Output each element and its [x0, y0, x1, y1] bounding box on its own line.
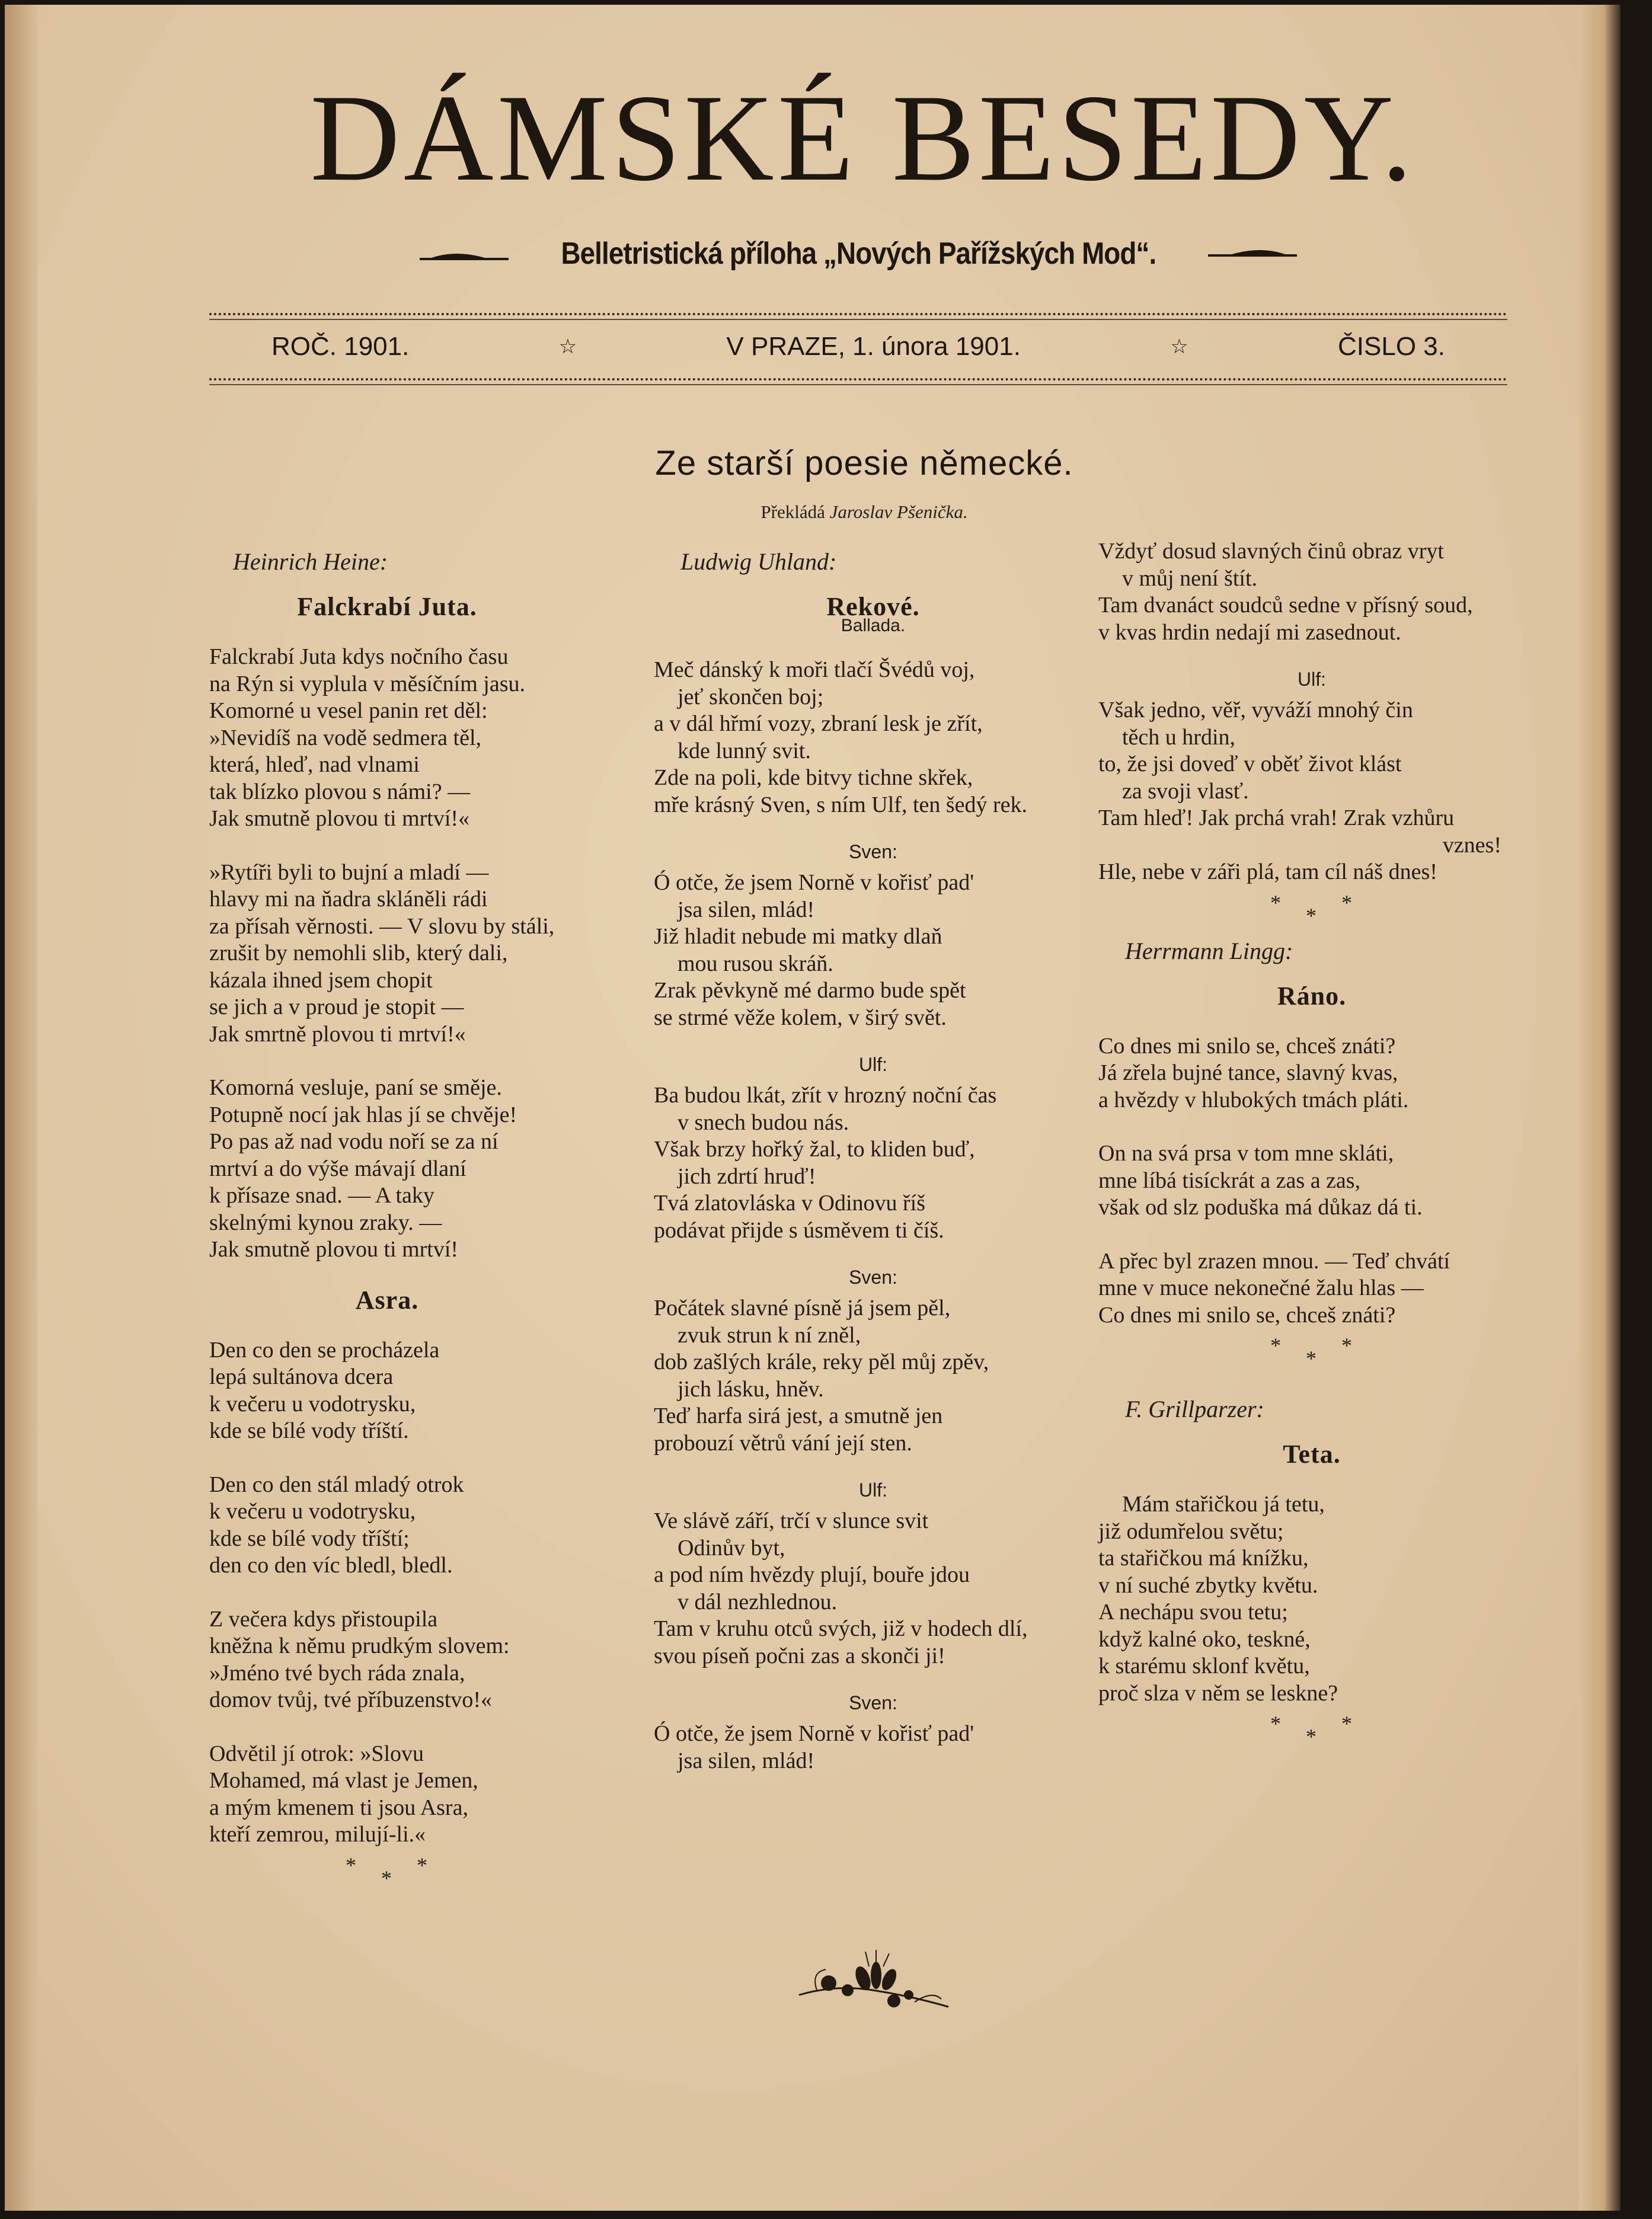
- poem-falckrabi-juta: [209, 644, 565, 1264]
- poem-line: mne v muce nekonečné žalu hlas —: [1098, 1275, 1424, 1300]
- masthead-title: DÁMSKÉ BESEDY.: [310, 69, 1416, 207]
- author-uhland: Ludwig Uhland:: [680, 548, 837, 575]
- author-lingg: Herrmann Lingg:: [1125, 937, 1293, 964]
- poem-line: v můj není štít.: [1122, 565, 1257, 591]
- poem-line: Meč dánský k moři tlačí Švédů voj,: [654, 657, 975, 682]
- poem-line: Tam hleď! Jak prchá vrah! Zrak vzhůru: [1098, 805, 1455, 830]
- translator-credit: [597, 501, 1131, 523]
- poem-line: Již hladit nebude mi matky dlaň: [654, 924, 942, 949]
- poem-line: dob zašlých krále, reky pěl můj zpěv,: [654, 1350, 989, 1374]
- poem-line: Potupně nocí jak hlas jí se chvěje!: [209, 1102, 517, 1127]
- column-middle: [654, 538, 1092, 1790]
- poem-line: proč slza v něm se leskne?: [1098, 1680, 1338, 1706]
- poem-line: Teď harfa sirá jest, a smutně jen: [654, 1403, 943, 1428]
- asterism-divider: * * *: [1270, 1334, 1352, 1370]
- poem-line: Odvětil jí otrok: »Slovu: [209, 1741, 424, 1766]
- poem-line: kde lunný svit.: [678, 738, 811, 763]
- speaker-label: Sven:: [849, 1692, 897, 1713]
- poem-title-rano: Ráno.: [1277, 981, 1347, 1011]
- poem-line: Ba budou lkát, zřít v hrozný noční čas: [654, 1083, 997, 1108]
- poem-line: kde se bílé vody tříští;: [209, 1526, 410, 1551]
- star-separator-icon: ☆: [1170, 335, 1188, 358]
- poem-line: a v dál hřmí vozy, zbraní lesk je zřít,: [654, 711, 983, 736]
- poem-line: »Nevidíš na vodě sedmera těl,: [209, 725, 482, 750]
- poem-line: Po pas až nad vodu noří se za ní: [209, 1129, 499, 1154]
- poem-line: Jak smrtně plovou ti mrtví!«: [209, 1021, 466, 1047]
- author-grillparzer: F. Grillparzer:: [1125, 1396, 1264, 1422]
- place-date: V PRAZE, 1. února 1901.: [726, 332, 1021, 361]
- poem-line: mou rusou skráň.: [678, 951, 833, 976]
- poem-line: jsa silen, mlád!: [678, 1748, 815, 1773]
- poem-line: jich zdrtí hruď!: [678, 1163, 816, 1189]
- right-dash-ornament-icon: [1208, 245, 1297, 263]
- poem-line: kteří zemrou, milují-li.«: [209, 1822, 426, 1847]
- poem-line: kázala ihned jsem chopit: [209, 967, 433, 993]
- bottom-dotted-rule: [209, 378, 1507, 385]
- poem-line: která, hleď, nad vlnami: [209, 752, 420, 777]
- poem-line: však od slz poduška má důkaz dá ti.: [1098, 1195, 1423, 1220]
- poem-line: Hle, nebe v záři plá, tam cíl náš dnes!: [1098, 859, 1437, 884]
- poem-subtitle-ballada: Ballada.: [841, 616, 906, 635]
- asterism-divider: * * *: [1270, 890, 1352, 928]
- poem-line: Ó otče, že jsem Norně v kořisť pad': [654, 870, 974, 895]
- poem-line: skelnými kynou zraky. —: [209, 1210, 442, 1235]
- poem-line: v dál nezhlednou.: [678, 1589, 838, 1614]
- poem-line: A nechápu svou tetu;: [1098, 1600, 1288, 1625]
- poem-line: v snech budou nás.: [678, 1110, 849, 1135]
- poem-line: Však jedno, věř, vyváží mnohý čin: [1098, 698, 1413, 722]
- poem-line: Co dnes mi snilo se, chceš znáti?: [1098, 1033, 1396, 1059]
- poem-line: Já zřela bujné tance, slavný kvas,: [1098, 1060, 1398, 1085]
- poem-line: Vždyť dosud slavných činů obraz vryt: [1098, 539, 1444, 564]
- poem-line: Ve slávě září, trčí v slunce svit: [654, 1508, 929, 1533]
- translator-label: Překládá: [761, 501, 825, 522]
- poem-line: Mám stařičkou já tetu,: [1122, 1492, 1325, 1517]
- issue-number: ČISLO 3.: [1338, 332, 1445, 361]
- poem-line: když kalné oko, teskné,: [1098, 1626, 1311, 1652]
- poem-line: vznes!: [1442, 832, 1501, 858]
- poem-line: Tam v kruhu otců svých, již v hodech dlí,: [654, 1616, 1028, 1641]
- poem-line: Však brzy hořký žal, to kliden buď,: [654, 1137, 975, 1162]
- poem-line: na Rýn si vyplula v měsíčním jasu.: [209, 671, 526, 696]
- poem-line: Počátek slavné písně já jsem pěl,: [654, 1296, 951, 1320]
- poem-line: to, že jsi doveď v oběť život klást: [1098, 752, 1402, 776]
- asterism-divider: * * *: [1270, 1712, 1352, 1748]
- poem-line: k večeru u vodotrysku,: [209, 1499, 416, 1524]
- poem-title-rekove: Rekové.: [826, 592, 920, 621]
- speaker-label: Ulf:: [859, 1479, 887, 1501]
- poem-line: »Rytíři byli to bujní a mladí —: [209, 859, 489, 885]
- poem-line: Jak smutně plovou ti mrtví!«: [209, 806, 470, 831]
- poem-line: mrtví a do výše mávají dlaní: [209, 1156, 466, 1181]
- poem-line: lepá sultánova dcera: [209, 1364, 394, 1389]
- asterism-divider: * * *: [346, 1853, 427, 1890]
- poem-line: a pod ním hvězdy plují, bouře jdou: [654, 1562, 970, 1587]
- masthead-subtitle: Belletristická příloha „Nových Pařížských Mod“.: [561, 236, 1156, 271]
- poem-rano: [1098, 1033, 1525, 1329]
- poem-line: se jich a v proud je stopit —: [209, 995, 464, 1019]
- poem-line: Komorné u vesel panin ret děl:: [209, 698, 488, 723]
- poem-line: k přísaze snad. — A taky: [209, 1183, 434, 1208]
- poem-teta: [1098, 1491, 1525, 1707]
- poem-line: kde se bílé vody tříští.: [209, 1418, 409, 1443]
- poem-line: On na svá prsa v tom mne skláti,: [1098, 1141, 1394, 1166]
- poem-line: Komorná vesluje, paní se směje.: [209, 1075, 502, 1100]
- poem-line: Odinův byt,: [678, 1535, 785, 1561]
- poem-line: hlavy mi na ňadra skláněli rádi: [209, 887, 488, 912]
- poem-title-teta: Teta.: [1283, 1440, 1341, 1469]
- article-title: Ze starší poesie německé.: [655, 444, 1073, 482]
- poem-line: Den co den se procházela: [209, 1337, 440, 1363]
- poem-line: probouzí větrů vání její sten.: [654, 1430, 912, 1456]
- poem-line: Tam dvanáct soudců sedne v přísný soud,: [1098, 593, 1473, 618]
- floral-fleuron-icon: [793, 1949, 953, 2020]
- poem-rekove-ending: [1098, 697, 1525, 886]
- poem-line: jsa silen, mlád!: [678, 897, 815, 922]
- poem-line: zrušit by nemohli slib, který dali,: [209, 941, 508, 965]
- poem-line: v kvas hrdin nedají mi zasednout.: [1098, 619, 1401, 645]
- poem-line: a mým kmenem ti jsou Asra,: [209, 1795, 468, 1820]
- poem-line: k večeru u vodotrysku,: [209, 1391, 416, 1417]
- poem-line: zvuk strun k ní zněl,: [678, 1322, 861, 1348]
- poem-line: A přec byl zrazen mnou. — Teď chvátí: [1098, 1248, 1450, 1274]
- star-separator-icon: ☆: [558, 335, 577, 358]
- poem-line: podávat přijde s úsměvem ti číš.: [654, 1217, 944, 1243]
- poem-rekove-continued: [1098, 538, 1525, 661]
- poem-line: tak blízko plovou s námi? —: [209, 779, 471, 804]
- speaker-label: Sven:: [849, 1267, 897, 1288]
- poem-line: se strmé věže kolem, v širý svět.: [654, 1005, 947, 1030]
- translator-name: Jaroslav Pšenička.: [829, 501, 968, 522]
- poem-line: Zrak pěvkyně mé darmo bude spět: [654, 978, 966, 1003]
- poem-line: Co dnes mi snilo se, chceš znáti?: [1098, 1302, 1396, 1328]
- dateline: [271, 332, 1445, 362]
- speaker-label: Ulf:: [859, 1054, 887, 1075]
- poem-line: Den co den stál mladý otrok: [209, 1472, 464, 1497]
- author-heine: Heinrich Heine:: [233, 548, 388, 575]
- speaker-label: Ulf:: [1298, 669, 1326, 690]
- top-dotted-rule: [209, 313, 1507, 320]
- poem-line: den co den víc bledl, bledl.: [209, 1553, 453, 1578]
- poem-line: Jak smutně plovou ti mrtví!: [209, 1237, 459, 1262]
- poem-rekove: [654, 657, 1092, 1790]
- poem-line: ta stařičkou má knížku,: [1098, 1546, 1309, 1571]
- poem-title-asra: Asra.: [355, 1285, 419, 1315]
- poem-line: mne líbá tisíckrát a zas a zas,: [1098, 1168, 1361, 1193]
- poem-line: již odumřelou světu;: [1098, 1518, 1284, 1544]
- poem-line: domov tvůj, tvé příbuzenstvo!«: [209, 1687, 493, 1712]
- page-edge: [1579, 5, 1621, 2211]
- poem-line: Falckrabí Juta kdys nočního času: [209, 644, 509, 669]
- volume-label: ROČ. 1901.: [271, 332, 410, 361]
- poem-line: »Jméno tvé bych ráda znala,: [209, 1660, 465, 1686]
- poem-line: Mohamed, má vlast je Jemen,: [209, 1768, 478, 1793]
- poem-line: a hvězdy v hlubokých tmách pláti.: [1098, 1087, 1409, 1112]
- poem-title-falckrabi-juta: Falckrabí Juta.: [297, 592, 477, 621]
- poem-line: jich lásku, hněv.: [678, 1376, 824, 1402]
- poem-line: Zde na poli, kde bitvy tichne skřek,: [654, 765, 973, 790]
- poem-line: Z večera kdys přistoupila: [209, 1606, 438, 1632]
- poem-line: k starému sklonf květu,: [1098, 1654, 1310, 1678]
- poem-line: mře krásný Sven, s ním Ulf, ten šedý rek.: [654, 792, 1028, 817]
- poem-line: v ní suché zbytky květu.: [1098, 1572, 1318, 1598]
- left-dash-ornament-icon: [420, 245, 509, 263]
- speaker-label: Sven:: [849, 841, 897, 862]
- poem-asra: [209, 1337, 565, 1849]
- poem-line: svou píseň počni zas a skonči ji!: [654, 1643, 945, 1668]
- poem-line: za svoji vlasť.: [1122, 778, 1249, 804]
- poem-line: kněžna k němu prudkým slovem:: [209, 1633, 510, 1658]
- newspaper-page: [5, 5, 1621, 2211]
- column-right: [1098, 538, 1525, 1748]
- poem-line: jeť skončen boj;: [678, 684, 824, 709]
- masthead-subtitle-row: [420, 230, 1297, 277]
- poem-line: těch u hrdin,: [1122, 724, 1236, 750]
- poem-line: Ó otče, že jsem Norně v kořisť pad': [654, 1721, 974, 1746]
- poem-line: Tvá zlatovláska v Odinovu říš: [654, 1191, 926, 1216]
- binding-edge: [5, 5, 37, 2211]
- column-left: [209, 538, 565, 1890]
- poem-line: za přísah věrnosti. — V slovu by stáli,: [209, 913, 555, 939]
